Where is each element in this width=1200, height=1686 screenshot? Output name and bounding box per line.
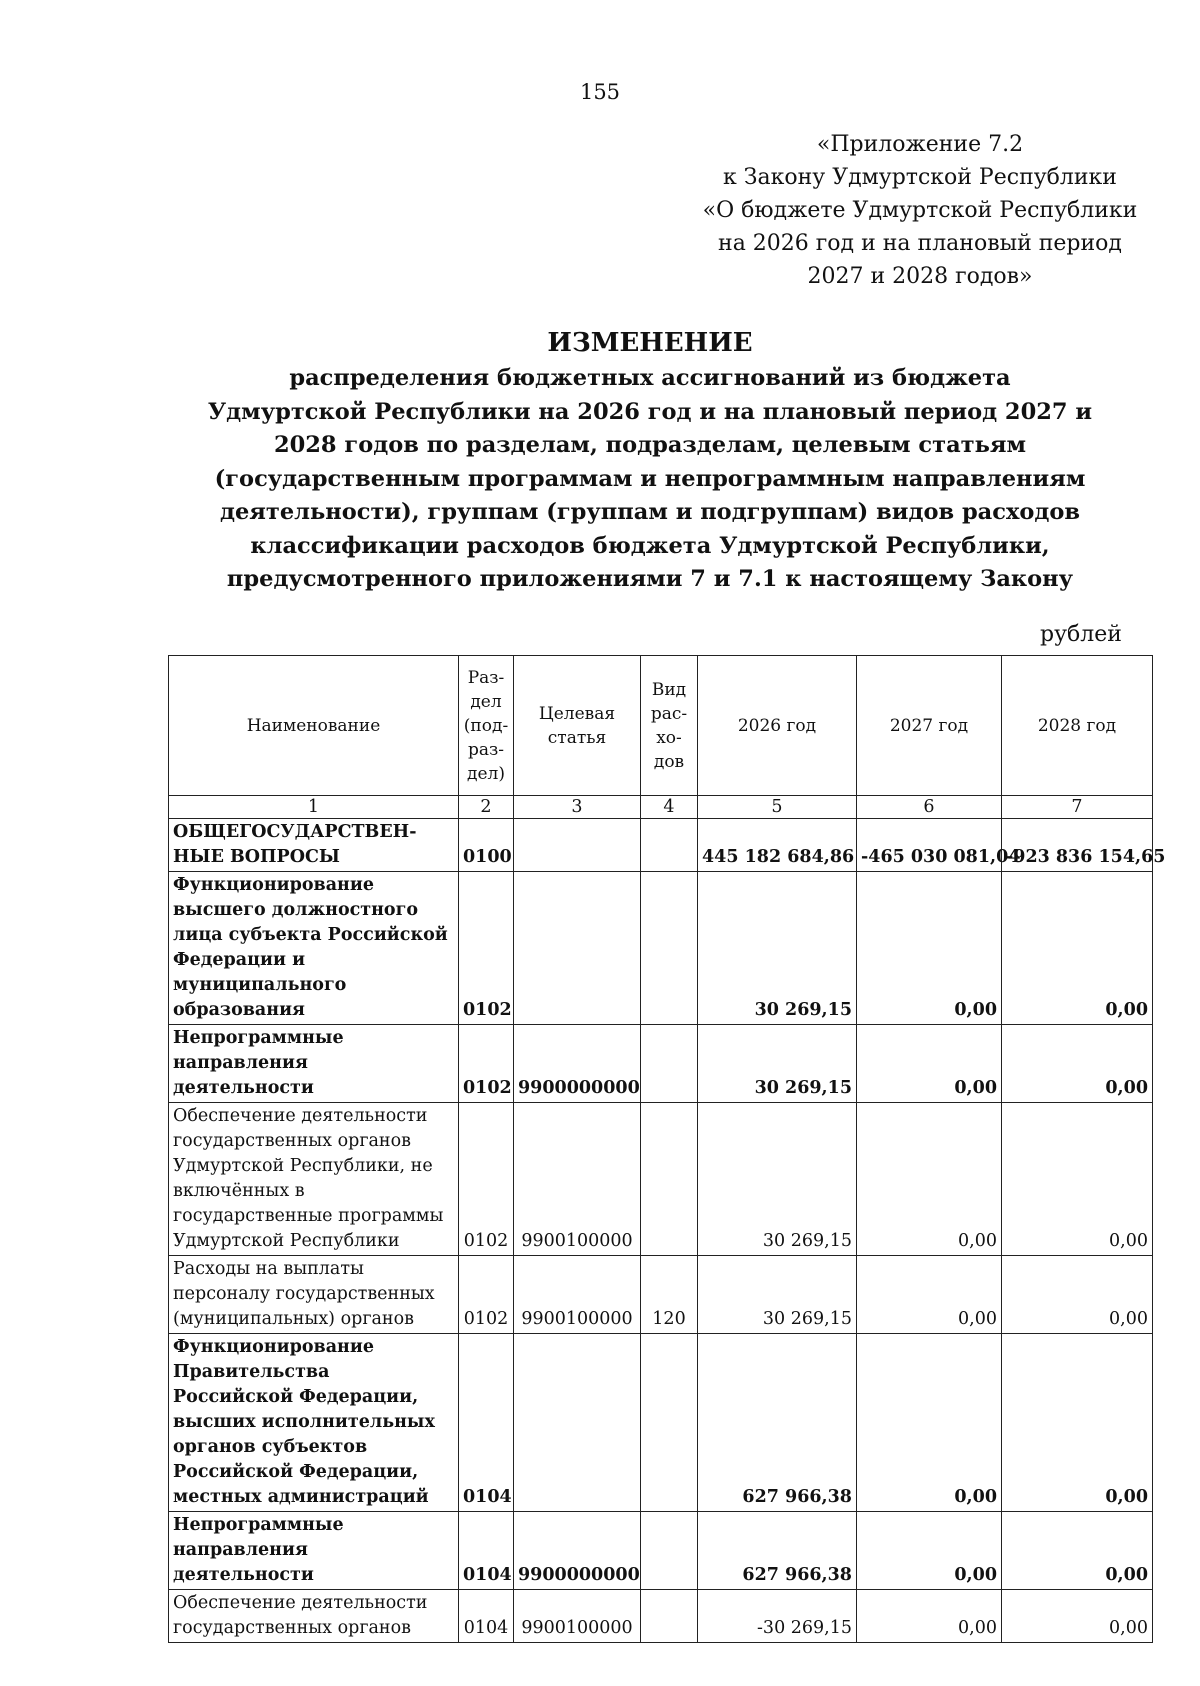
row-amount-2027: 0,00	[857, 1256, 1002, 1334]
table-header-row	[169, 656, 1153, 796]
appendix-line: «О бюджете Удмуртской Республики	[702, 198, 1138, 223]
subtitle-line: Удмуртской Республики на 2026 год и на плановый период 2027 и	[207, 398, 1093, 425]
row-name: Функционирование высшего должностного лица субъекта Российской Федерации и муниципального образования	[169, 872, 459, 1025]
header-2027: 2027 год	[857, 656, 1002, 796]
row-name: Расходы на выплаты персоналу государственных (муниципальных) органов	[169, 1256, 459, 1334]
row-type	[641, 1103, 698, 1256]
row-article	[514, 1334, 641, 1512]
appendix-line: на 2026 год и на плановый период	[718, 231, 1122, 256]
row-article: 9900100000	[514, 1103, 641, 1256]
row-amount-2028: 0,00	[1002, 1256, 1153, 1334]
column-number: 5	[698, 796, 857, 819]
appendix-reference	[660, 128, 1180, 293]
row-amount-2027: 0,00	[857, 1025, 1002, 1103]
subtitle-line: предусмотренного приложениями 7 и 7.1 к настоящему Закону	[226, 566, 1074, 592]
column-number: 3	[514, 796, 641, 819]
column-number: 4	[641, 796, 698, 819]
row-type	[641, 1512, 698, 1590]
row-section: 0104	[459, 1512, 514, 1590]
row-section: 0102	[459, 872, 514, 1025]
row-type	[641, 872, 698, 1025]
row-name: Функционирование Правительства Российской Федерации, высших исполнительных органов субъектов Российской Федерации, местных администраций	[169, 1334, 459, 1512]
document-subtitle	[190, 362, 1110, 597]
header-section: Раз-дел (под-раз-дел)	[459, 656, 514, 796]
row-section: 0102	[459, 1103, 514, 1256]
row-section: 0104	[459, 1334, 514, 1512]
row-amount-2027: 0,00	[857, 1512, 1002, 1590]
header-type: Вид рас-хо-дов	[641, 656, 698, 796]
row-amount-2027: 0,00	[857, 1590, 1002, 1643]
subtitle-line: распределения бюджетных ассигнований из бюджета	[289, 365, 1011, 391]
column-number: 2	[459, 796, 514, 819]
table-row	[169, 1590, 1153, 1643]
row-type	[641, 1025, 698, 1103]
header-name: Наименование	[169, 656, 459, 796]
row-name: Непрограммные направления деятельности	[169, 1025, 459, 1103]
row-amount-2028: -923 836 154,65	[1002, 819, 1153, 872]
header-article: Целевая статья	[514, 656, 641, 796]
appendix-line: 2027 и 2028 годов»	[807, 264, 1033, 289]
row-article: 9900100000	[514, 1256, 641, 1334]
header-2026: 2026 год	[698, 656, 857, 796]
row-amount-2026: 627 966,38	[698, 1512, 857, 1590]
row-amount-2028: 0,00	[1002, 1025, 1153, 1103]
table-row	[169, 1256, 1153, 1334]
row-amount-2027: 0,00	[857, 1334, 1002, 1512]
row-article: 9900000000	[514, 1025, 641, 1103]
appendix-line: «Приложение 7.2	[816, 132, 1024, 157]
document-title: ИЗМЕНЕНИЕ	[547, 328, 753, 358]
row-article: 9900000000	[514, 1512, 641, 1590]
row-amount-2028: 0,00	[1002, 1590, 1153, 1643]
units-label: рублей	[1040, 622, 1122, 647]
row-amount-2028: 0,00	[1002, 1512, 1153, 1590]
row-amount-2028: 0,00	[1002, 1103, 1153, 1256]
row-article	[514, 872, 641, 1025]
appendix-line: к Закону Удмуртской Республики	[723, 165, 1117, 190]
subtitle-line: деятельности), группам (группам и подгруппам) видов расходов	[219, 499, 1081, 525]
page-number: 155	[579, 80, 621, 104]
row-amount-2027: -465 030 081,04	[857, 819, 1002, 872]
row-type	[641, 1334, 698, 1512]
table-row	[169, 1103, 1153, 1256]
row-name: Обеспечение деятельности государственных органов	[169, 1590, 459, 1643]
row-section: 0102	[459, 1256, 514, 1334]
row-amount-2027: 0,00	[857, 872, 1002, 1025]
budget-table	[168, 655, 1166, 1643]
header-2028: 2028 год	[1002, 656, 1153, 796]
row-amount-2026: 445 182 684,86	[698, 819, 857, 872]
row-amount-2026: 30 269,15	[698, 872, 857, 1025]
row-amount-2026: -30 269,15	[698, 1590, 857, 1643]
column-number: 6	[857, 796, 1002, 819]
row-amount-2028: 0,00	[1002, 872, 1153, 1025]
table-row	[169, 1512, 1153, 1590]
row-section: 0100	[459, 819, 514, 872]
subtitle-line: классификации расходов бюджета Удмуртской Республики,	[250, 532, 1050, 559]
row-amount-2026: 30 269,15	[698, 1103, 857, 1256]
table-row	[169, 1334, 1153, 1512]
table-row	[169, 872, 1153, 1025]
row-name: Обеспечение деятельности государственных органов Удмуртской Республики, не включённых в государственные программы Удмуртской Республики	[169, 1103, 459, 1256]
row-amount-2028: 0,00	[1002, 1334, 1153, 1512]
row-amount-2027: 0,00	[857, 1103, 1002, 1256]
subtitle-line: 2028 годов по разделам, подразделам, целевым статьям	[273, 432, 1027, 458]
table-row	[169, 819, 1153, 872]
column-numbers-row	[169, 796, 1153, 819]
row-type	[641, 1590, 698, 1643]
column-number: 1	[169, 796, 459, 819]
row-section: 0102	[459, 1025, 514, 1103]
row-type: 120	[641, 1256, 698, 1334]
row-amount-2026: 627 966,38	[698, 1334, 857, 1512]
row-article	[514, 819, 641, 872]
row-article: 9900100000	[514, 1590, 641, 1643]
table-row	[169, 1025, 1153, 1103]
row-type	[641, 819, 698, 872]
row-name: ОБЩЕГОСУДАРСТВЕН-НЫЕ ВОПРОСЫ	[169, 819, 459, 872]
row-amount-2026: 30 269,15	[698, 1025, 857, 1103]
subtitle-line: (государственным программам и непрограммным направлениям	[214, 465, 1086, 492]
row-name: Непрограммные направления деятельности	[169, 1512, 459, 1590]
column-number: 7	[1002, 796, 1153, 819]
row-amount-2026: 30 269,15	[698, 1256, 857, 1334]
row-section: 0104	[459, 1590, 514, 1643]
